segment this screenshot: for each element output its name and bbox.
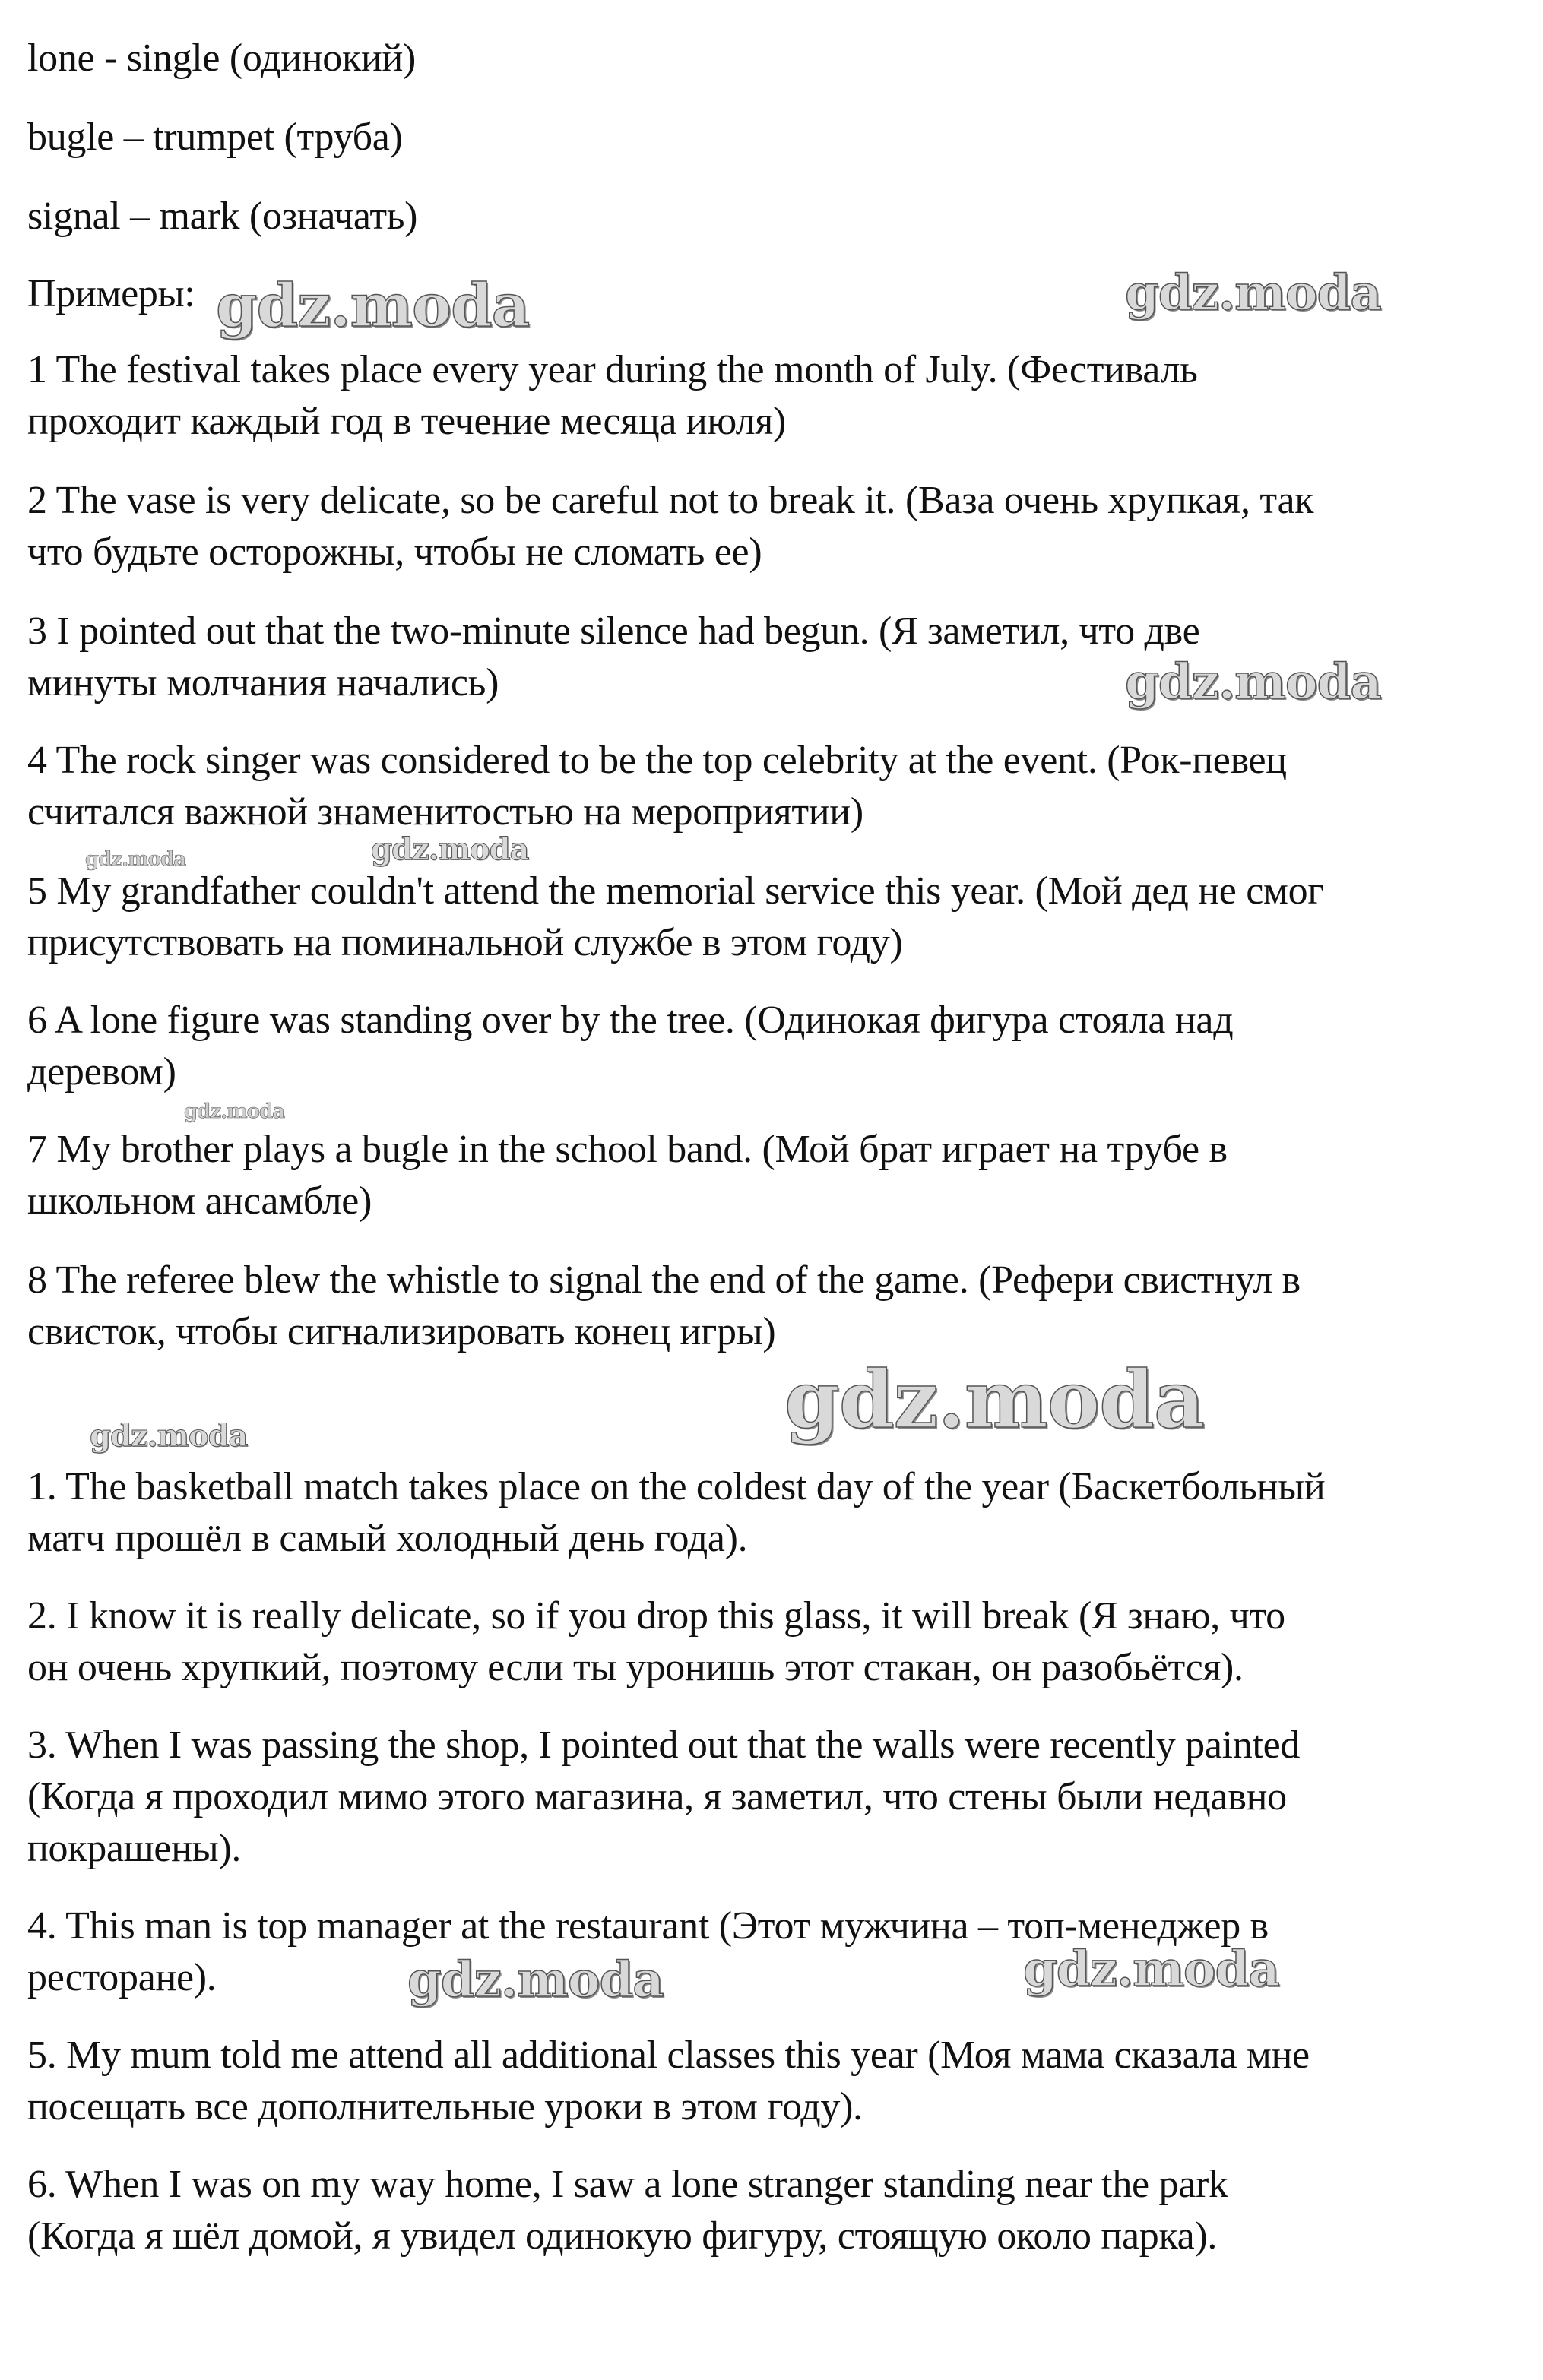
watermark: gdz.moda bbox=[85, 848, 186, 871]
example-5-line-1: 5 My grandfather couldn't attend the memorial service this year. (Мой дед не смог bbox=[27, 869, 1324, 913]
watermark: gdz.moda bbox=[1125, 264, 1381, 321]
example-4-line-2: считался важной знаменитостью на мероприятии) bbox=[27, 790, 863, 834]
example-1-line-1: 1 The festival takes place every year during the month of July. (Фестиваль bbox=[27, 348, 1198, 391]
watermark: gdz.moda bbox=[407, 1951, 664, 2008]
sentence-1-line-2: матч прошёл в самый холодный день года). bbox=[27, 1517, 748, 1560]
sentence-3-line-3: покрашены). bbox=[27, 1827, 242, 1870]
sentence-3-line-2: (Когда я проходил мимо этого магазина, я заметил, что стены были недавно bbox=[27, 1775, 1287, 1818]
example-3-line-1: 3 I pointed out that the two-minute silence had begun. (Я заметил, что две bbox=[27, 609, 1200, 653]
sentence-6-line-2: (Когда я шёл домой, я увидел одинокую фигуру, стоящую около парка). bbox=[27, 2214, 1218, 2258]
example-7-line-1: 7 My brother plays a bugle in the school band. (Мой брат играет на трубе в bbox=[27, 1128, 1228, 1171]
examples-heading: Примеры: bbox=[27, 272, 195, 315]
example-3-line-2: минуты молчания начались) bbox=[27, 661, 499, 704]
watermark: gdz.moda bbox=[1023, 1941, 1279, 1998]
sentence-4-line-1: 4. This man is top manager at the restaurant (Этот мужчина – топ-менеджер в bbox=[27, 1904, 1269, 1948]
watermark: gdz.moda bbox=[1125, 654, 1381, 711]
watermark: gdz.moda bbox=[371, 831, 529, 867]
sentence-4-line-2: ресторане). bbox=[27, 1956, 217, 1999]
example-8-line-2: свисток, чтобы сигнализировать конец игры) bbox=[27, 1310, 776, 1353]
sentence-3-line-1: 3. When I was passing the shop, I pointed out that the walls were recently painted bbox=[27, 1723, 1301, 1767]
example-8-line-1: 8 The referee blew the whistle to signal the end of the game. (Рефери свистнул в bbox=[27, 1258, 1301, 1302]
example-5-line-2: присутствовать на поминальной службе в этом году) bbox=[27, 921, 903, 964]
example-1-line-2: проходит каждый год в течение месяца июля) bbox=[27, 400, 786, 443]
sentence-5-line-1: 5. My mum told me attend all additional classes this year (Моя мама сказала мне bbox=[27, 2033, 1310, 2077]
vocab-line-bugle: bugle – trumpet (труба) bbox=[27, 116, 403, 159]
sentence-1-line-1: 1. The basketball match takes place on the coldest day of the year (Баскетбольный bbox=[27, 1465, 1326, 1508]
sentence-5-line-2: посещать все дополнительные уроки в этом году). bbox=[27, 2085, 863, 2128]
sentence-2-line-1: 2. I know it is really delicate, so if you drop this glass, it will break (Я знаю, что bbox=[27, 1594, 1285, 1638]
example-2-line-1: 2 The vase is very delicate, so be careful not to break it. (Ваза очень хрупкая, так bbox=[27, 479, 1314, 522]
watermark: gdz.moda bbox=[90, 1418, 248, 1454]
watermark: gdz.moda bbox=[784, 1353, 1205, 1446]
example-7-line-2: школьном ансамбле) bbox=[27, 1179, 372, 1223]
example-2-line-2: что будьте осторожны, чтобы не сломать ее) bbox=[27, 530, 762, 574]
vocab-line-lone: lone - single (одинокий) bbox=[27, 36, 417, 80]
vocab-line-signal: signal – mark (означать) bbox=[27, 195, 418, 238]
watermark: gdz.moda bbox=[184, 1100, 285, 1123]
example-6-line-1: 6 A lone figure was standing over by the tree. (Одинокая фигура стояла над bbox=[27, 999, 1234, 1042]
example-4-line-1: 4 The rock singer was considered to be the top celebrity at the event. (Рок-певец bbox=[27, 739, 1287, 782]
sentence-6-line-1: 6. When I was on my way home, I saw a lone stranger standing near the park bbox=[27, 2163, 1228, 2206]
example-6-line-2: деревом) bbox=[27, 1050, 176, 1093]
sentence-2-line-2: он очень хрупкий, поэтому если ты уронишь этот стакан, он разобьётся). bbox=[27, 1646, 1244, 1689]
watermark: gdz.moda bbox=[216, 271, 530, 340]
